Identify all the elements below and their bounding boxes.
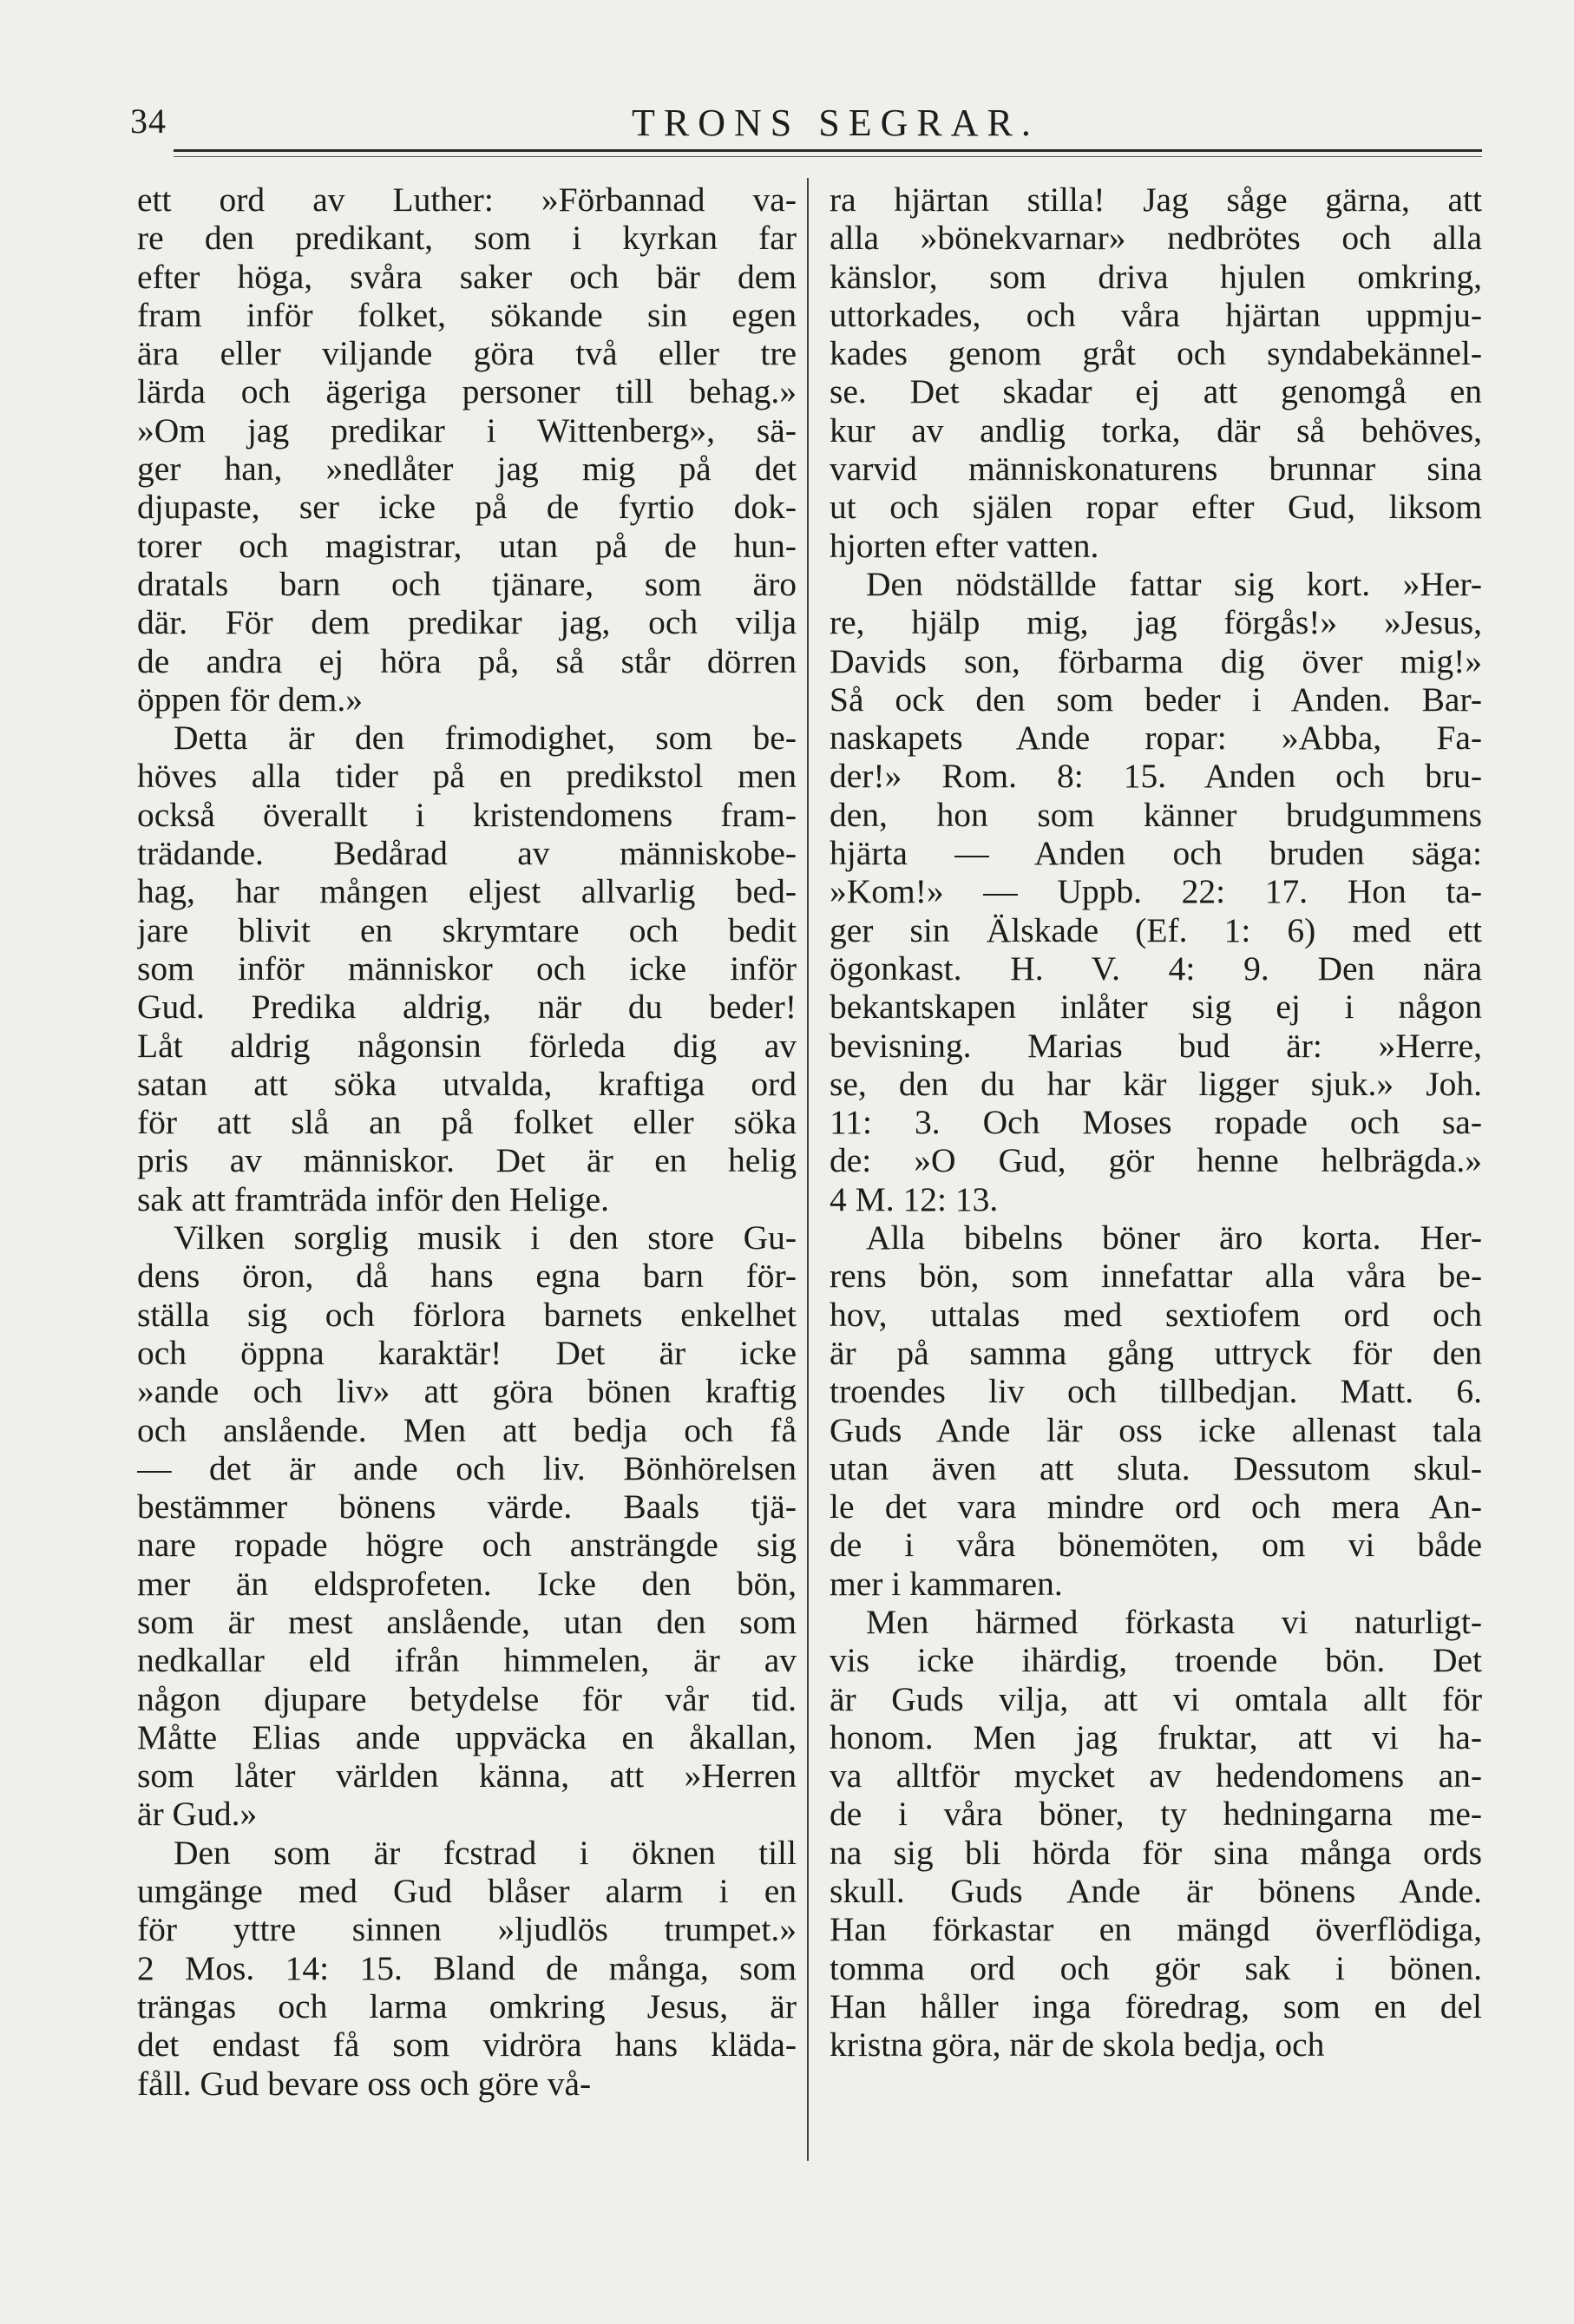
text-line: le det vara mindre ord och mera An- <box>830 1487 1482 1526</box>
text-line: naskapets Ande ropar: »Abba, Fa- <box>830 719 1482 758</box>
text-line: re den predikant, som i kyrkan far <box>137 219 797 258</box>
text-line: ger han, »nedlåter jag mig på det <box>137 450 797 489</box>
text-line: varvid människonaturens brunnar sina <box>830 450 1482 489</box>
text-line: dens öron, då hans egna barn för- <box>137 1257 797 1296</box>
text-line: hov, uttalas med sextiofem ord och <box>830 1295 1482 1334</box>
text-line: vis icke ihärdig, troende bön. Det <box>830 1641 1482 1680</box>
text-line: ett ord av Luther: »Förbannad va- <box>137 181 797 219</box>
text-line: re, hjälp mig, jag förgås!» »Jesus, <box>830 603 1482 642</box>
text-line: se, den du har kär ligger sjuk.» Joh. <box>830 1064 1482 1103</box>
text-line: som låter världen känna, att »Herren <box>137 1756 797 1796</box>
text-line: kur av andlig torka, där så behöves, <box>830 410 1482 450</box>
text-line: där. För dem predikar jag, och vilja <box>137 603 797 642</box>
running-title: TRONS SEGRAR. <box>632 102 1039 144</box>
text-line: Men härmed förkasta vi naturligt- <box>866 1602 1482 1641</box>
text-line: skull. Guds Ande är bönens Ande. <box>830 1872 1482 1911</box>
text-line: satan att söka utvalda, kraftiga ord <box>137 1064 797 1103</box>
text-line: — det är ande och liv. Bönhörelsen <box>137 1448 797 1487</box>
text-line: lärda och ägeriga personer till behag.» <box>137 372 797 411</box>
text-line: torer och magistrar, utan på de hun- <box>137 526 797 565</box>
text-line: Den som är fcstrad i öknen till <box>174 1833 797 1872</box>
header-rule <box>174 149 1482 152</box>
paragraph <box>137 181 797 719</box>
text-line: bestämmer bönens värde. Baals tjä- <box>137 1487 797 1526</box>
text-line: och anslående. Men att bedja och få <box>137 1410 797 1449</box>
text-line: trädande. Bedårad av människobe- <box>137 834 797 873</box>
text-line: är på samma gång uttryck för den <box>830 1333 1482 1372</box>
text-line: der!» Rom. 8: 15. Anden och bru- <box>830 757 1482 796</box>
text-line: någon djupare betydelse för vår tid. <box>137 1679 797 1718</box>
text-line: 11: 3. Och Moses ropade och sa- <box>830 1103 1482 1142</box>
header-rule-thin <box>174 156 1482 157</box>
text-line: ger sin Älskade (Ef. 1: 6) med ett <box>830 910 1482 949</box>
text-line: 4 M. 12: 13. <box>830 1179 999 1218</box>
text-line: Så ock den som beder i Anden. Bar- <box>830 679 1482 719</box>
text-line: de i våra bönemöten, om vi både <box>830 1526 1482 1565</box>
text-line: bekantskapen inlåter sig ej i någon <box>830 988 1482 1027</box>
text-line: bevisning. Marias bud är: »Herre, <box>830 1026 1482 1065</box>
text-line: är Gud.» <box>137 1795 258 1834</box>
text-line: honom. Men jag fruktar, att vi ha- <box>830 1717 1482 1756</box>
text-line: »Kom!» — Uppb. 22: 17. Hon ta- <box>830 872 1482 911</box>
paragraph <box>830 1218 1482 1603</box>
text-line: Alla bibelns böner äro korta. Her- <box>866 1218 1482 1257</box>
text-line: fåll. Gud bevare oss och göre vå- <box>137 2064 592 2103</box>
paragraph <box>137 1218 797 1834</box>
text-line: sak att framträda inför den Helige. <box>137 1179 609 1218</box>
text-line: de andra ej höra på, så står dörren <box>137 641 797 680</box>
text-line: jare blivit en skrymtare och bedit <box>137 910 797 949</box>
text-line: ra hjärtan stilla! Jag såge gärna, att <box>830 181 1482 219</box>
text-line: djupaste, ser icke på de fyrtio dok- <box>137 488 797 527</box>
text-line: fram inför folket, sökande sin egen <box>137 295 797 334</box>
text-line: trängas och larma omkring Jesus, är <box>137 1986 797 2025</box>
paragraph <box>830 565 1482 1218</box>
text-line: dratals barn och tjänare, som äro <box>137 564 797 603</box>
text-line: ut och själen ropar efter Gud, liksom <box>830 488 1482 527</box>
text-line: ställa sig och förlora barnets enkelhet <box>137 1295 797 1334</box>
paragraph <box>137 1834 797 2103</box>
text-line: 2 Mos. 14: 15. Bland de många, som <box>137 1948 797 1987</box>
text-line: Han förkastar en mängd överflödiga, <box>830 1910 1482 1949</box>
left-column <box>137 181 797 2103</box>
text-line: nare ropade högre och ansträngde sig <box>137 1526 797 1565</box>
text-line: Låt aldrig någonsin förleda dig av <box>137 1026 797 1065</box>
text-line: rens bön, som innefattar alla våra be- <box>830 1257 1482 1296</box>
text-line: utan även att sluta. Dessutom skul- <box>830 1448 1482 1487</box>
text-line: hjorten efter vatten. <box>830 526 1099 565</box>
text-line: umgänge med Gud blåser alarm i en <box>137 1872 797 1911</box>
paragraph <box>830 1603 1482 2065</box>
text-line: tomma ord och gör sak i bönen. <box>830 1948 1482 1987</box>
text-line: mer i kammaren. <box>830 1564 1063 1603</box>
text-line: de i våra böner, ty hedningarna me- <box>830 1795 1482 1834</box>
text-line: mer än eldsprofeten. Icke den bön, <box>137 1564 797 1603</box>
text-line: troendes liv och tillbedjan. Matt. 6. <box>830 1372 1482 1411</box>
text-line: ögonkast. H. V. 4: 9. Den nära <box>830 949 1482 988</box>
text-line: det endast få som vidröra hans kläda- <box>137 2025 797 2065</box>
text-line: Davids son, förbarma dig över mig!» <box>830 641 1482 680</box>
text-line: och öppna karaktär! Det är icke <box>137 1333 797 1372</box>
text-line: för yttre sinnen »ljudlös trumpet.» <box>137 1910 797 1949</box>
column-divider <box>807 178 809 2161</box>
text-line: kades genom gråt och syndabekännel- <box>830 334 1482 373</box>
text-line: Den nödställde fattar sig kort. »Her- <box>866 564 1482 603</box>
page-number: 34 <box>130 102 167 141</box>
text-line: Vilken sorglig musik i den store Gu- <box>174 1218 797 1257</box>
text-line: för att slå an på folket eller söka <box>137 1103 797 1142</box>
text-line: Detta är den frimodighet, som be- <box>174 719 797 758</box>
text-line: Han håller inga föredrag, som en del <box>830 1986 1482 2025</box>
text-line: nedkallar eld ifrån himmelen, är av <box>137 1641 797 1680</box>
text-line: Gud. Predika aldrig, när du beder! <box>137 988 797 1027</box>
text-line: som inför människor och icke inför <box>137 949 797 988</box>
text-line: höves alla tider på en predikstol men <box>137 757 797 796</box>
page-header <box>130 94 1484 146</box>
text-line: också överallt i kristendomens fram- <box>137 795 797 834</box>
text-line: Guds Ande lär oss icke allenast tala <box>830 1410 1482 1449</box>
text-line: se. Det skadar ej att genomgå en <box>830 372 1482 411</box>
text-line: »ande och liv» att göra bönen kraftig <box>137 1372 797 1411</box>
text-line: de: »O Gud, gör henne helbrägda.» <box>830 1141 1482 1180</box>
text-line: ära eller viljande göra två eller tre <box>137 334 797 373</box>
text-line: den, hon som känner brudgummens <box>830 795 1482 834</box>
text-line: na sig bli hörda för sina många ords <box>830 1833 1482 1872</box>
text-line: öppen för dem.» <box>137 679 363 719</box>
text-line: pris av människor. Det är en helig <box>137 1141 797 1180</box>
paragraph <box>830 181 1482 565</box>
text-line: alla »bönekvarnar» nedbrötes och alla <box>830 219 1482 258</box>
right-column <box>830 181 1482 2065</box>
text-line: känslor, som driva hjulen omkring, <box>830 257 1482 296</box>
text-line: efter höga, svåra saker och bär dem <box>137 257 797 296</box>
text-line: »Om jag predikar i Wittenberg», sä- <box>137 410 797 450</box>
text-line: kristna göra, när de skola bedja, och <box>830 2025 1325 2065</box>
text-line: uttorkades, och våra hjärtan uppmju- <box>830 295 1482 334</box>
text-line: va alltför mycket av hedendomens an- <box>830 1756 1482 1796</box>
paragraph <box>137 719 797 1218</box>
text-line: hag, har mången eljest allvarlig bed- <box>137 872 797 911</box>
text-line: som är mest anslående, utan den som <box>137 1602 797 1641</box>
text-line: är Guds vilja, att vi omtala allt för <box>830 1679 1482 1718</box>
text-line: hjärta — Anden och bruden säga: <box>830 834 1482 873</box>
text-line: Måtte Elias ande uppväcka en åkallan, <box>137 1717 797 1756</box>
